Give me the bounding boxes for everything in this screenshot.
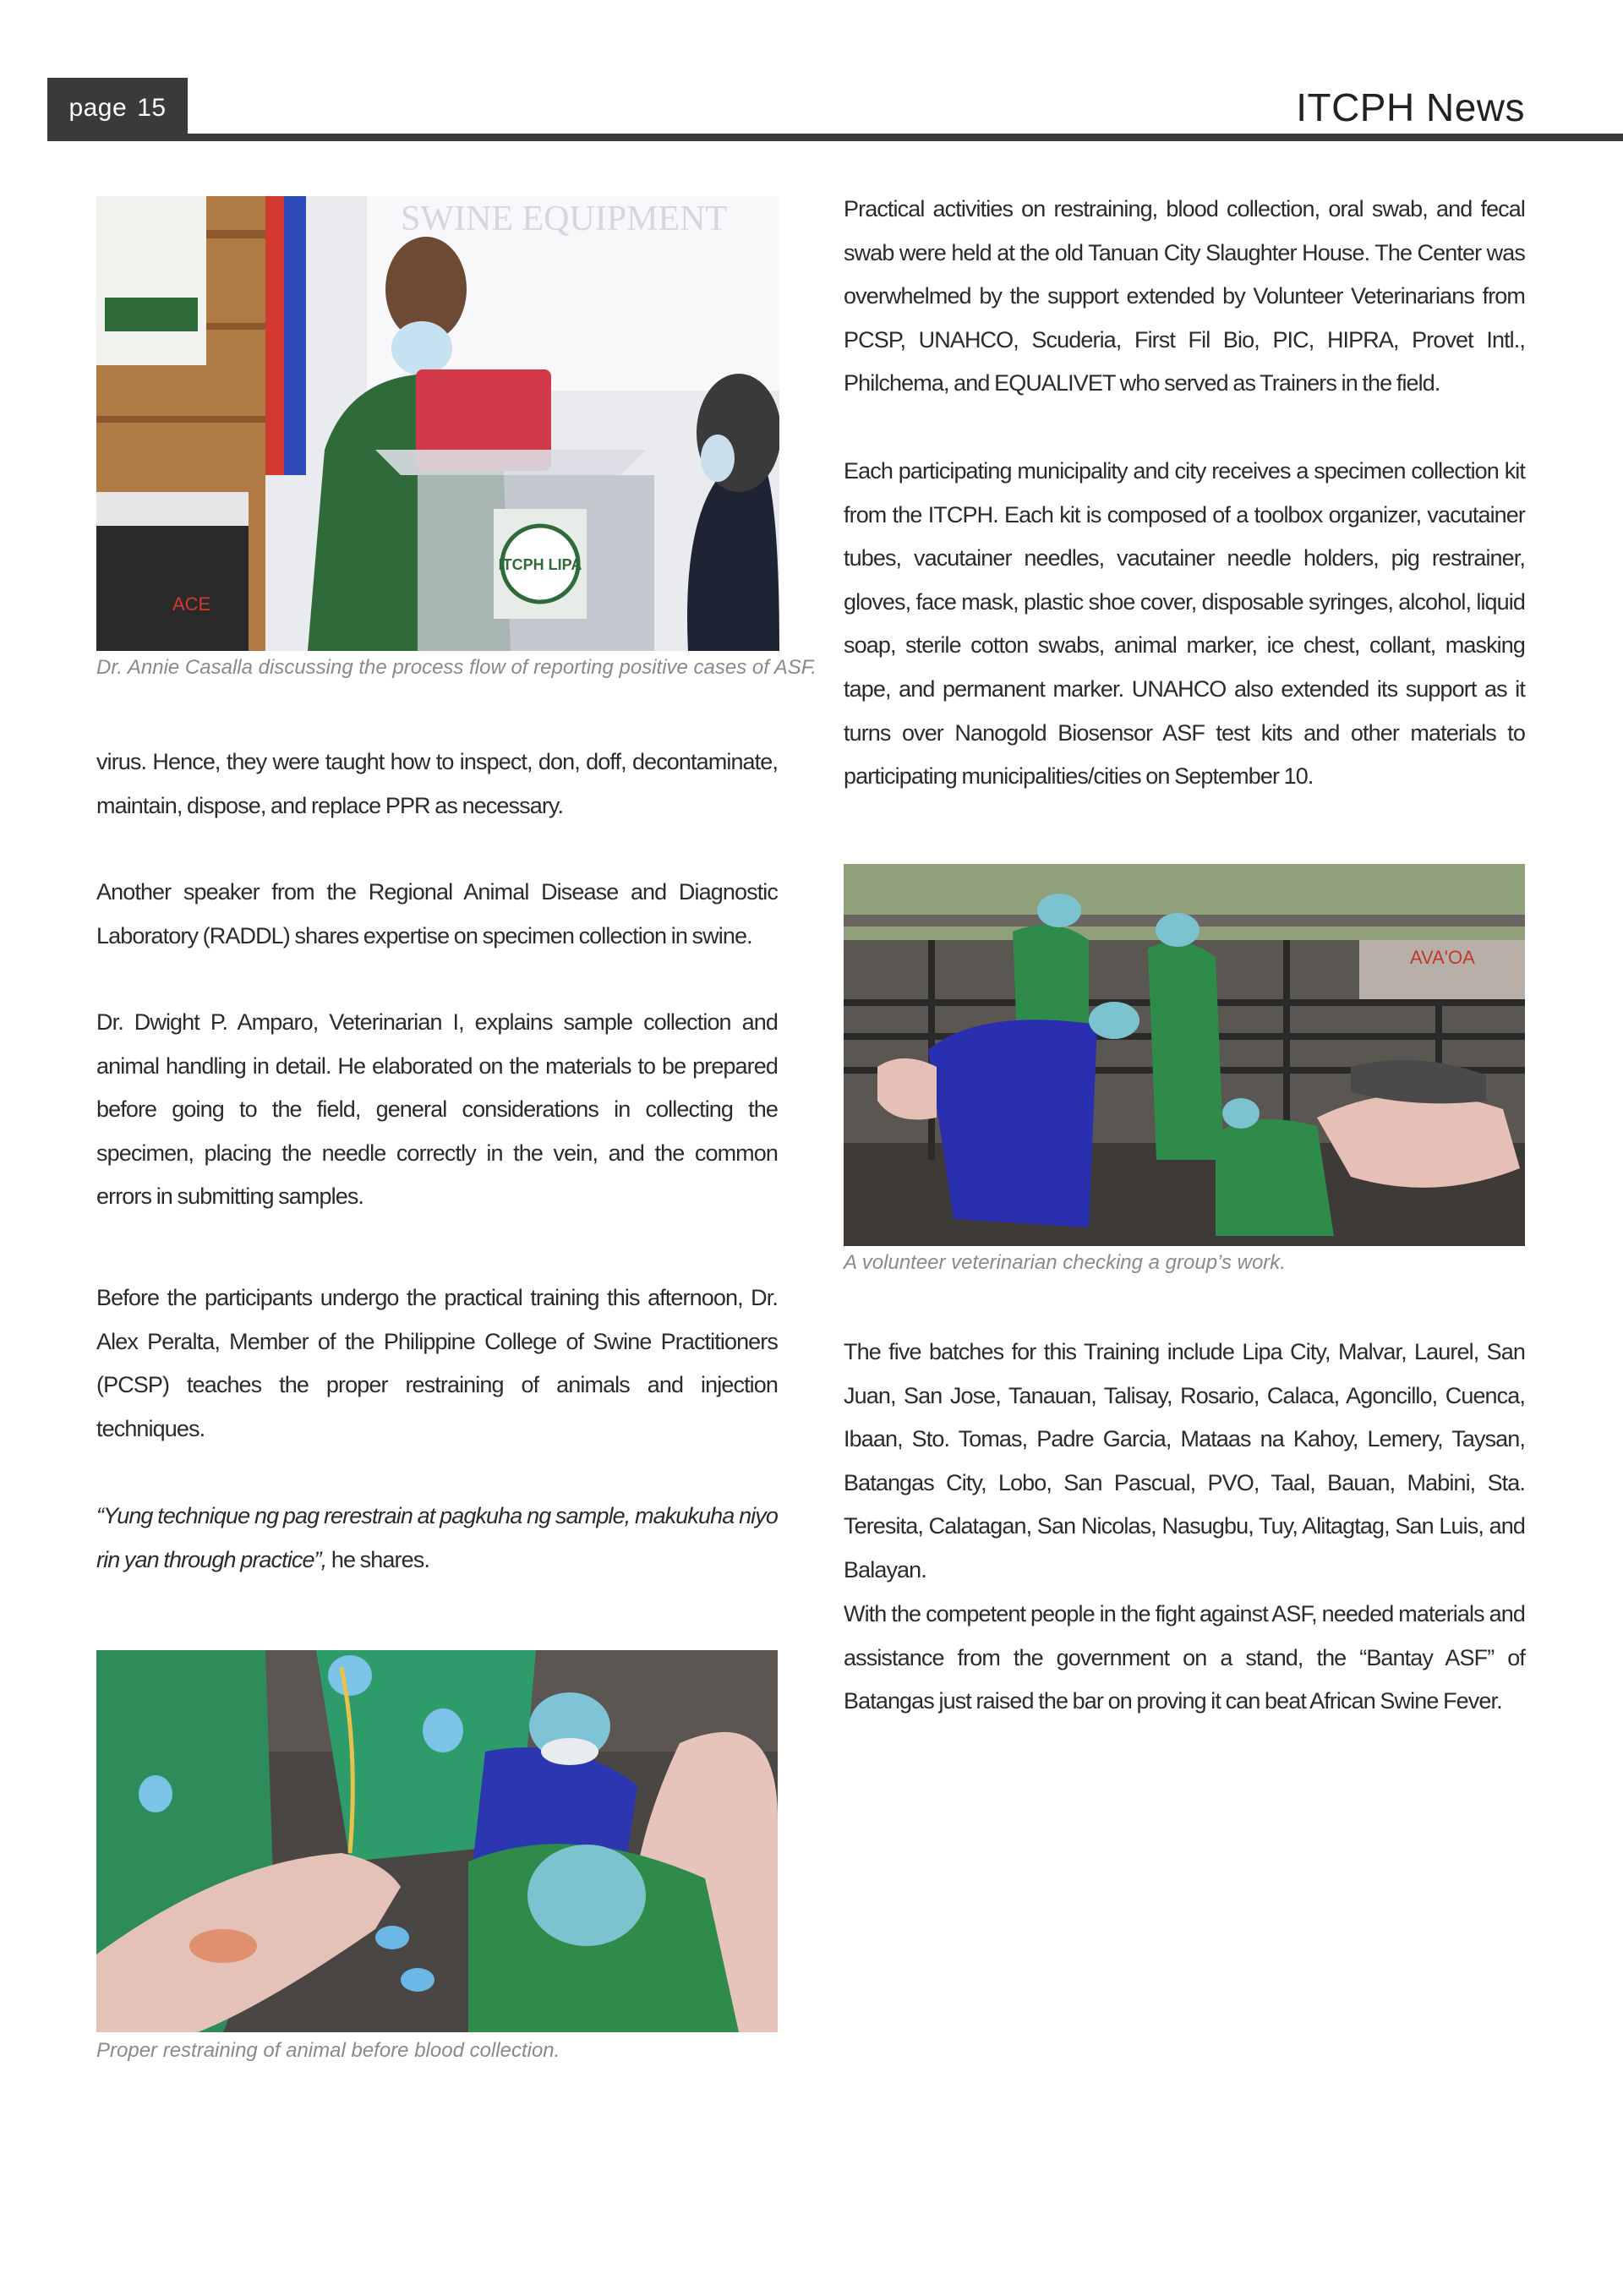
- photo-volunteer-veterinarian: [844, 864, 1525, 1246]
- photo-restraining-pig: [96, 1650, 778, 2032]
- speaker-photo-illustration: [96, 196, 779, 651]
- left-paragraph-3: Dr. Dwight P. Amparo, Veterinarian I, explains sample collection and animal handling in detail. He elaborated on the materials to be prepared before going to the field, general considerations in collecting the specimen, placing the needle correctly in the vein, and the common errors in submitting samples.: [96, 1009, 778, 1210]
- quote-text: “Yung technique ng pag rerestrain at pagkuha ng sample, makukuha niyo rin yan through practice”,: [96, 1503, 778, 1572]
- photo2-caption: A volunteer veterinarian checking a group’s work.: [844, 1251, 1286, 1274]
- pen-sign: AVA'OA: [1410, 947, 1475, 968]
- quote-paragraph: [96, 1495, 778, 1582]
- right-paragraph-1: Practical activities on restraining, blood collection, oral swab, and fecal swab were held at the old Tanuan City Slaughter House. The Center was overwhelmed by the support extended by Volunteer Veterinarians from PCSP, UNAHCO, Scuderia, First Fil Bio, PIC, HIPRA, Provet Intl., Philchema, and EQUALIVET who served as Trainers in the field.: [844, 196, 1525, 396]
- podium-logo: ITCPH LIPA: [498, 556, 582, 573]
- left-paragraph-4: Before the participants undergo the practical training this afternoon, Dr. Alex Peralta, Member of the Philippine College of Swine Practitioners (PCSP) teaches the proper restraining of animals and injection techniques.: [96, 1285, 778, 1441]
- left-column-text-1: [96, 741, 778, 828]
- left-paragraph-2: Another speaker from the Regional Animal Disease and Diagnostic Laboratory (RADDL) shares expertise on specimen collection in swine.: [96, 879, 778, 948]
- poster-title: SWINE EQUIPMENT: [401, 200, 728, 238]
- photo-speaker-at-podium: [96, 196, 779, 651]
- header-rule: [47, 134, 1623, 141]
- right-column-text-2: [844, 450, 1525, 799]
- right-column-text-4: [844, 1593, 1525, 1724]
- right-column-text-3: [844, 1331, 1525, 1593]
- restraining-photo-illustration: [96, 1650, 778, 2032]
- right-paragraph-3: The five batches for this Training include Lipa City, Malvar, Laurel, San Juan, San Jose, Tanauan, Talisay, Rosario, Calaca, Agoncillo, Cuenca, Ibaan, Sto. Tomas, Padre Garcia, Mataas na Kahoy, Lemery, Taysan, Batangas City, Lobo, San Pascual, PVO, Taal, Bauan, Mabini, Sta. Teresita, Calatagan, San Nicolas, Nasugbu, Tuy, Alitagtag, San Luis, and Balayan.: [844, 1339, 1525, 1583]
- page-label: page: [68, 94, 128, 122]
- photo3-caption: Proper restraining of animal before blood collection.: [96, 2039, 560, 2062]
- left-paragraph-1: virus. Hence, they were taught how to inspect, don, doff, decontaminate, maintain, dispose, and replace PPR as necessary.: [96, 749, 778, 818]
- right-paragraph-2: Each participating municipality and city receives a specimen collection kit from the ITCPH. Each kit is composed of a toolbox organizer, vacutainer tubes, vacutainer needles, vacutainer needle holders, pig restrainer, gloves, face mask, plastic shoe cover, disposable syringes, alcohol, liquid soap, sterile cotton swabs, animal marker, ice chest, collant, masking tape, and permanent marker. UNAHCO also extended its support as it turns over Nanogold Biosensor ASF test kits and other materials to participating municipalities/cities on September 10.: [844, 458, 1525, 790]
- photo1-caption: Dr. Annie Casalla discussing the process flow of reporting positive cases of ASF.: [96, 656, 817, 679]
- right-paragraph-4: With the competent people in the fight against ASF, needed materials and assistance from the government on a stand, the “Bantay ASF” of Batangas just raised the bar on proving it can beat African Swine Fever.: [844, 1601, 1525, 1714]
- toolbox-brand: ACE: [172, 593, 211, 615]
- quote-attribution: he shares.: [326, 1546, 429, 1572]
- page-number-tab: [47, 78, 188, 139]
- pen-photo-illustration: [844, 864, 1525, 1246]
- right-column-text-1: [844, 188, 1525, 406]
- publication-title: ITCPH News: [1296, 85, 1525, 129]
- left-column-text-2: [96, 871, 778, 958]
- left-column-text-4: [96, 1276, 778, 1451]
- left-column-quote: [96, 1495, 778, 1582]
- page-number: 15: [137, 94, 167, 122]
- left-column-text-3: [96, 1001, 778, 1219]
